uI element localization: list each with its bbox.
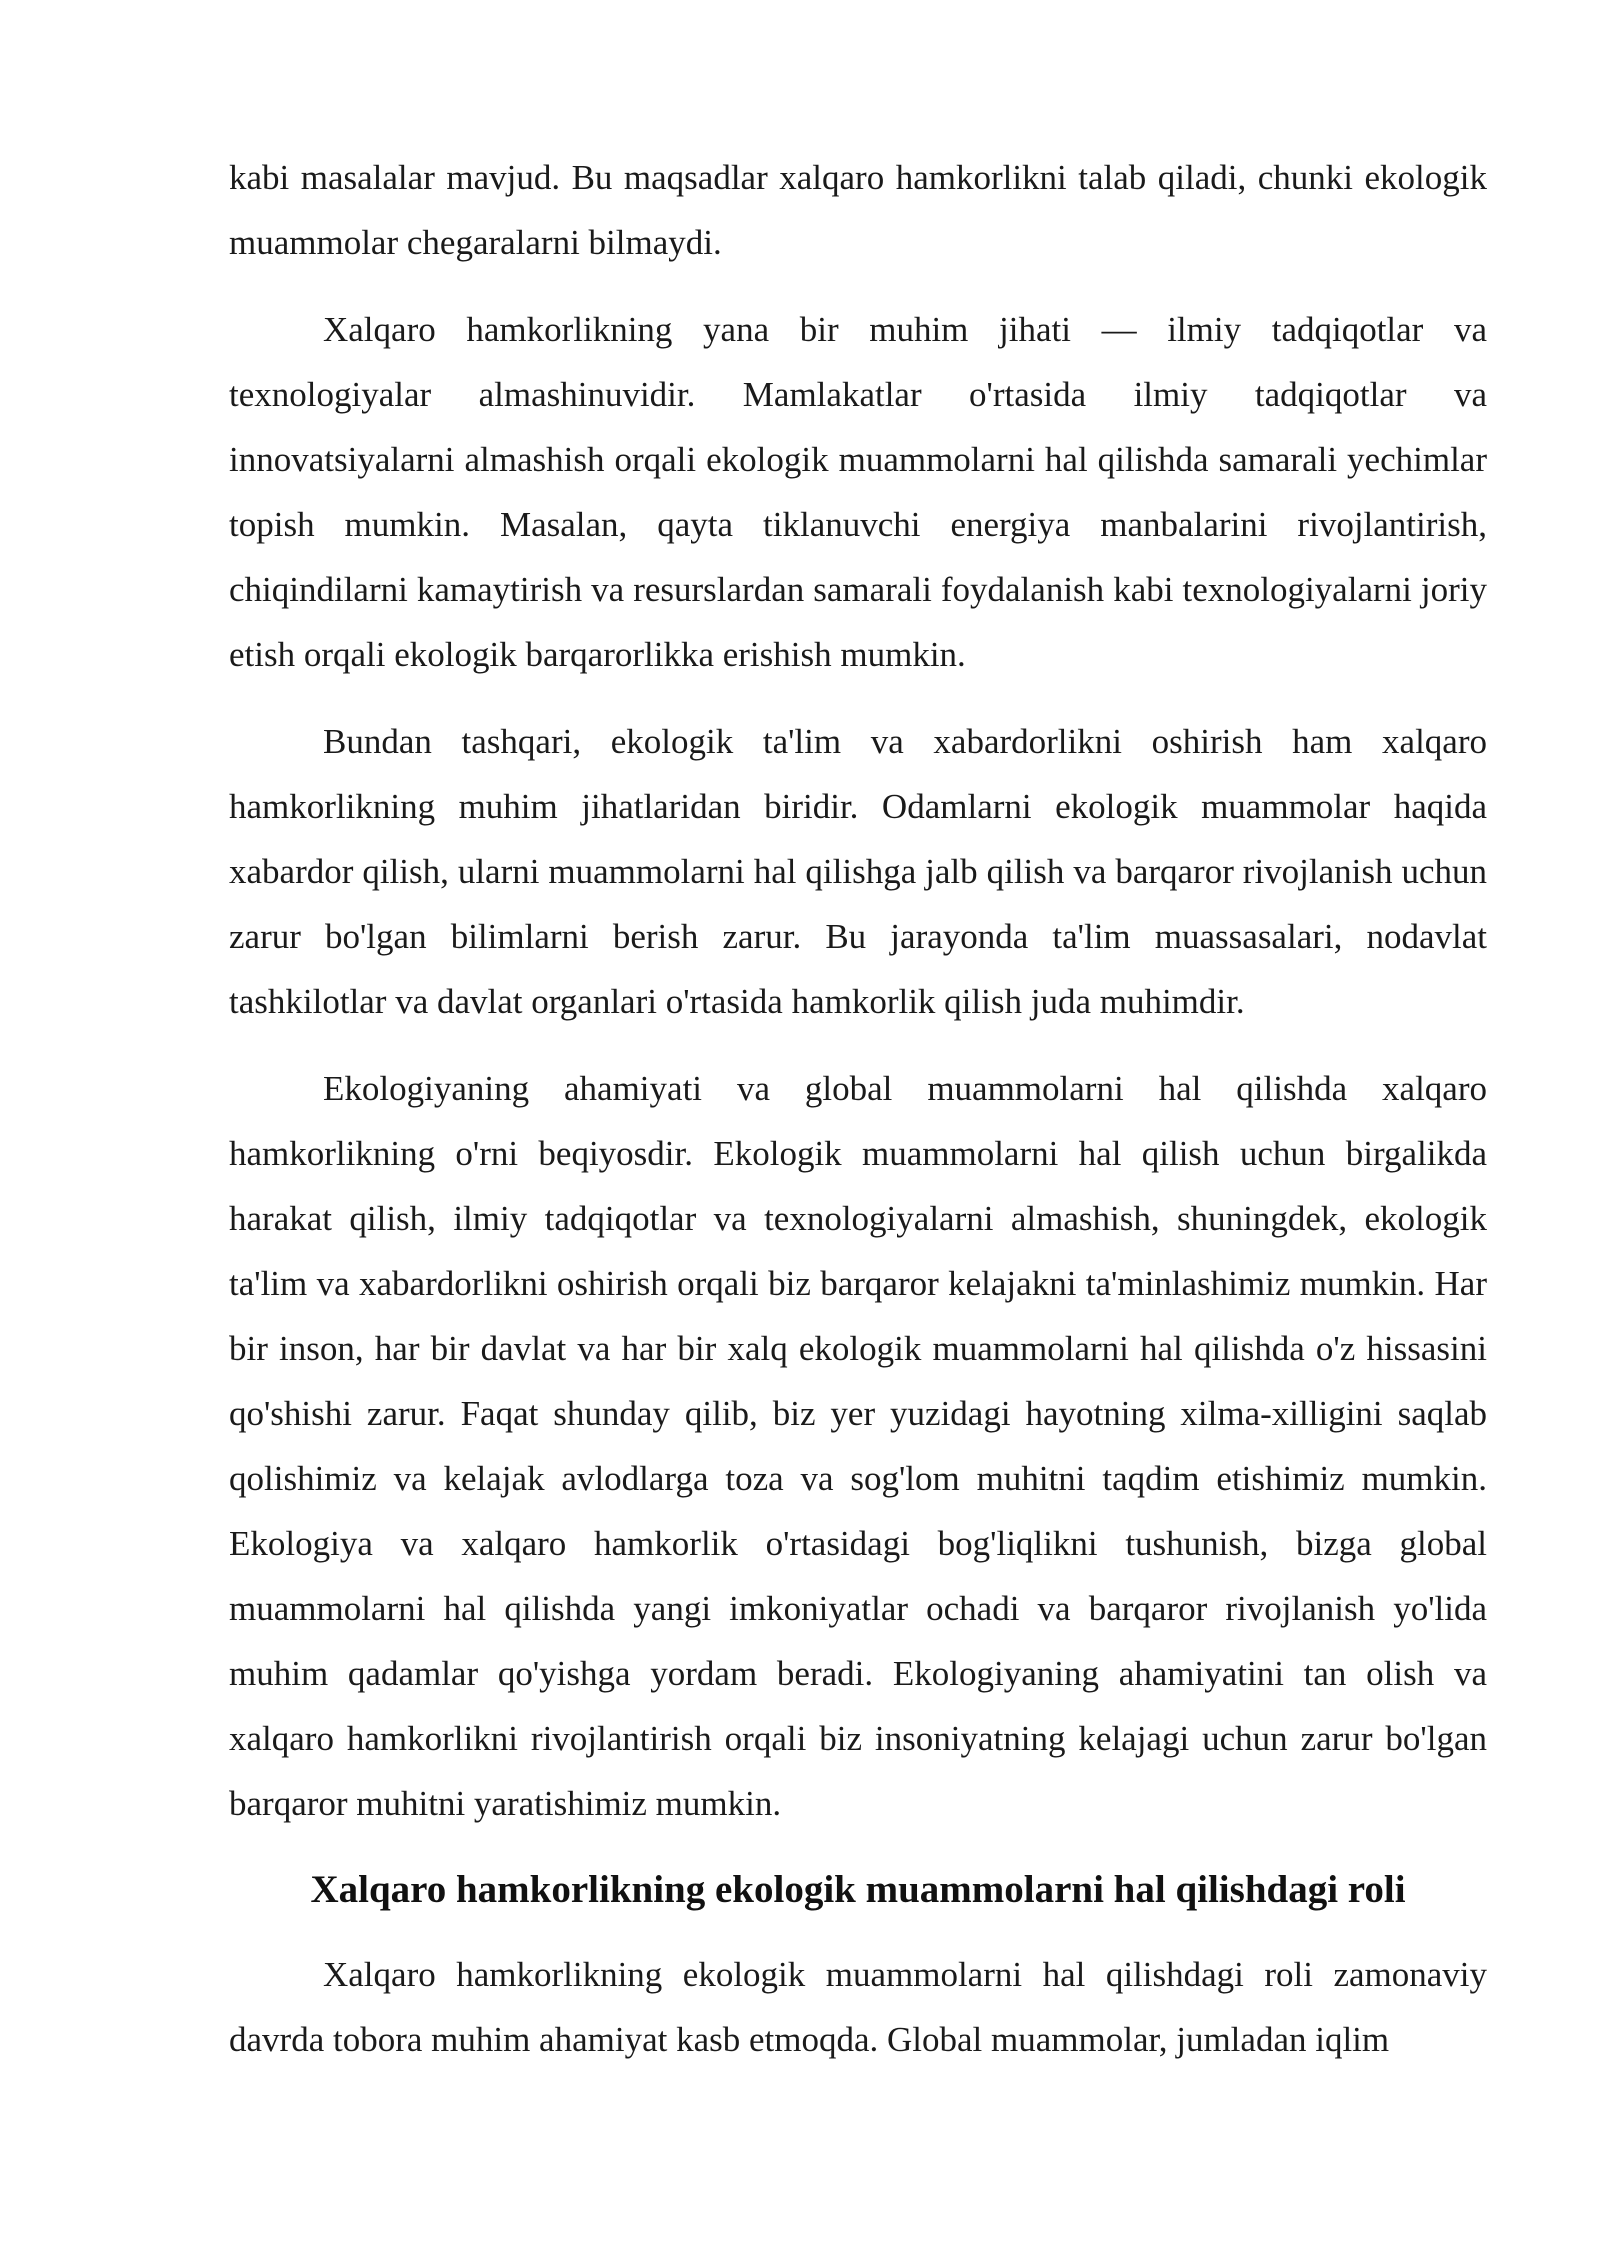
paragraph-science-technology: Xalqaro hamkorlikning yana bir muhim jihati — ilmiy tadqiqotlar va texnologiyalar almashinuvidir. Mamlakatlar o'rtasida ilmiy tadqiqotlar va innovatsiyalarni almashish orqali ekologik muammolarni hal qilishda samarali yechimlar topish mumkin. Masalan, qayta tiklanuvchi energiya manbalarini rivojlantirish, chiqindilarni kamaytirish va resurslardan samarali foydalanish kabi texnologiyalarni joriy etish orqali ekologik barqarorlikka erishish mumkin. [229, 310, 1487, 674]
paragraph-ecology-importance: Ekologiyaning ahamiyati va global muammolarni hal qilishda xalqaro hamkorlikning o'rni beqiyosdir. Ekologik muammolarni hal qilish uchun birgalikda harakat qilish, ilmiy tadqiqotlar va texnologiyalarni almashish, shuningdek, ekologik ta'lim va xabardorlikni oshirish orqali biz barqaror kelajakni ta'minlashimiz mumkin. Har bir inson, har bir davlat va har bir xalq ekologik muammolarni hal qilishda o'z hissasini qo'shishi zarur. Faqat shunday qilib, biz yer yuzidagi hayotning xilma-xilligini saqlab qolishimiz va kelajak avlodlarga toza va sog'lom muhitni taqdim etishimiz mumkin. Ekologiya va xalqaro hamkorlik o'rtasidagi bog'liqlikni tushunish, bizga global muammolarni hal qilishda yangi imkoniyatlar ochadi va barqaror rivojlanish yo'lida muhim qadamlar qo'yishga yordam beradi. Ekologiyaning ahamiyatini tan olish va xalqaro hamkorlikni rivojlantirish orqali biz insoniyatning kelajagi uchun zarur bo'lgan barqaror muhitni yaratishimiz mumkin. [229, 1069, 1487, 1823]
paragraph-continuation: kabi masalalar mavjud. Bu maqsadlar xalqaro hamkorlikni talab qiladi, chunki ekologik muammolar chegaralarni bilmaydi. [229, 158, 1487, 262]
paragraph-education-awareness: Bundan tashqari, ekologik ta'lim va xabardorlikni oshirish ham xalqaro hamkorlikning muhim jihatlaridan biridir. Odamlarni ekologik muammolar haqida xabardor qilish, ularni muammolarni hal qilishga jalb qilish va barqaror rivojlanish uchun zarur bo'lgan bilimlarni berish zarur. Bu jarayonda ta'lim muassasalari, nodavlat tashkilotlar va davlat organlari o'rtasida hamkorlik qilish juda muhimdir. [229, 722, 1487, 1021]
section-heading: Xalqaro hamkorlikning ekologik muammolarni hal qilishdagi roli [310, 1868, 1406, 1911]
document-body [229, 145, 1487, 2094]
paragraph-section-intro: Xalqaro hamkorlikning ekologik muammolarni hal qilishdagi roli zamonaviy davrda tobora muhim ahamiyat kasb etmoqda. Global muammolar, jumladan iqlim [229, 1955, 1487, 2059]
